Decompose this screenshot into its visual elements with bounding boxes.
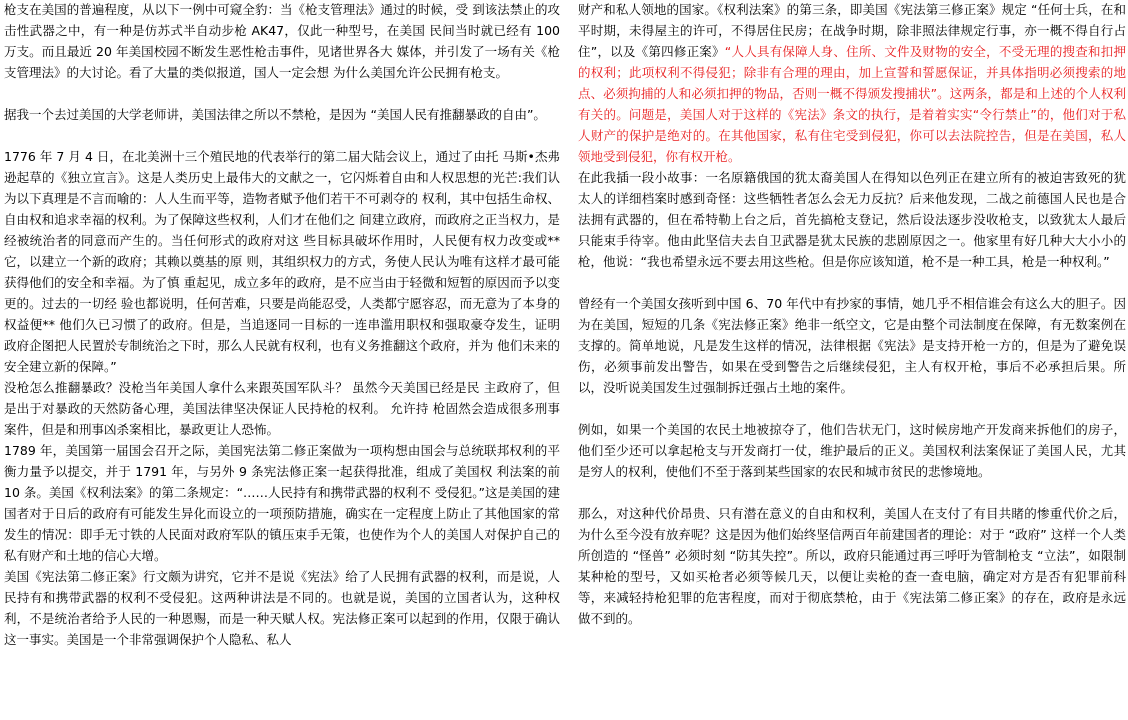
paragraph-declaration-of-independence: 1776 年 7 月 4 日，在北美洲十三个殖民地的代表举行的第二届大陆会议上，通过了由托 马斯•杰弗逊起草的《独立宣言》。这是人类历史上最伟大的文献之一，它闪烁着自由和人权思想的光芒:我们认为以下真理是不言而喻的：人人生而平等，造物者赋予他们若干不可剥夺的 权利，其中包括生命权、自由权和追求幸福的权利。为了保障这些权利，人们才在他们之 间建立政府，而政府之正当权力，是经被统治者的同意而产生的。当任何形式的政府对这 些目标具破坏作用时，人民便有权力改变或**它，以建立一个新的政府；其赖以奠基的原 则，其组织权力的方式，务使人民认为唯有这样才最可能获得他们的安全和幸福。为了慎 重起见，成立多年的政府，是不应当由于轻微和短暂的原因而予以变更的。过去的一切经 验也都说明，任何苦难，只要是尚能忍受，人类都宁愿容忍，而无意为了本身的权益便** 他们久已习惯了的政府。但是，当追逐同一目标的一连串滥用职权和强取豪夺发生，证明 政府企图把人民置於专制统治之下时，那么人民就有权利，也有义务推翻这个政府，并为 他们未来的安全建立新的保障。” xyxy=(4,149,560,374)
paragraph-jewish-story: 在此我插一段小故事：一名原籍俄国的犹太裔美国人在得知以色列正在建立所有的被迫害致死的犹太人的详细档案时感到奇怪：这些牺牲者怎么会无力反抗？后来他发现，二战之前德国人民也是合法拥有武器的，但在希特勒上台之后，首先搞枪支登记，然后设法逐步没收枪支，以致犹太人最后只能束手待宰。他由此坚信夫去自卫武器是犹太民族的悲剧原因之一。他家里有好几种大大小小的枪，他说：“我也希望永远不要去用这些枪。但是你应该知道，枪不是一种工具，枪是一种权利。” xyxy=(578,170,1126,269)
highlighted-fourth-amendment-text: “人人具有保障人身、住所、文件及财物的安全，不受无理的搜查和扣押的权利；此项权利不得侵犯；除非有合理的理由，加上宣誓和誓愿保证，并具体指明必须搜索的地点、必须拘捕的人和必须扣押的物品，否则一概不得颁发搜捕状”。这两条，都是和上述的个人权利有关的。问题是，美国人对于这样的《宪法》条文的执行，是着着实实“令行禁止”的，他们对于私人财产的保护是绝对的。在其他国家，私有住宅受到侵犯，你可以去法院控告，但是在美国，私人领地受到侵犯，你有权开枪。 xyxy=(578,44,1126,164)
paragraph-second-amendment-wording: 美国《宪法第二修正案》行文颇为讲究，它并不是说《宪法》给了人民拥有武器的权利，而是说，人民持有和携带武器的权利不受侵犯。这两种讲法是不同的。也就是说，美国的立国者认为，这种权利，不是统治者给予人民的一种恩赐，而是一种天赋人权。宪法修正案可以起到的作用，仅限于确认这一事实。美国是一个非常强调保护个人隐私、私人 xyxy=(4,569,560,647)
paragraph-farmer-example: 例如，如果一个美国的农民土地被掠夺了，他们告状无门，这时候房地产开发商来拆他们的房子，他们至少还可以拿起枪支与开发商打一仗，维护最后的正义。美国权利法案保证了美国人民，尤其是穷人的权利，使他们不至于落到某些国家的农民和城市贫民的悲惨境地。 xyxy=(578,422,1126,479)
paragraph-gun-prevalence: 枪支在美国的普遍程度，从以下一例中可窥全豹：当《枪支管理法》通过的时候，受 到该法禁止的攻击性武器之中，有一种是仿苏式半自动步枪 AK47，仅此一种型号，在美国 民间当时就已经有 100 万支。而且最近 20 年美国校园不断发生恶性枪击事件，见诸世界各大 媒体，并引发了一场有关《枪支管理法》的大讨论。看了大量的类似报道，国人一定会想 为什么美国允许公民拥有枪支。 xyxy=(4,2,560,80)
paragraph-conclusion: 那么，对这种代价昂贵、只有潜在意义的自由和权利，美国人在支付了有目共睹的惨重代价之后，为什么至今没有放弃呢？这是因为他们始终坚信两百年前建国者的理论：对于 “政府” 这样一个人类所创造的 “怪兽” 必须时刻 “防其失控”。所以，政府只能通过再三呼吁为管制枪支 “立法”，如限制某种枪的型号，又如买枪者必须等候几天，以便让卖枪的查一查电脑，确定对方是否有犯罪前科等，来减轻持枪犯罪的危害程度，而对于彻底禁枪，由于《宪法第二修正案》的存在，政府是永远做不到的。 xyxy=(578,506,1126,626)
paragraph-second-amendment-history: 1789 年，美国第一届国会召开之际，美国宪法第二修正案做为一项构想由国会与总统联邦权利的平衡力量予以提交，并于 1791 年，与另外 9 条宪法修正案一起获得批准，组成了美国权 利法案的前 10 条。美国《权利法案》的第二条规定：“……人民持有和携带武器的权利不 受侵犯。”这是美国的建国者对于日后的政府有可能发生异化而设立的一项预防措施，确实在一定程度上防止了其他国家的常发生的情况：即手无寸铁的人民面对政府军队的镇压束手无策，也使作为个人的美国人对保护自己的私有财产和土地的信心大增。 xyxy=(4,443,560,563)
right-column xyxy=(578,0,1126,720)
paragraph-american-girl: 曾经有一个美国女孩听到中国 6、70 年代中有抄家的事情，她几乎不相信谁会有这么大的胆子。因为在美国，短短的几条《宪法修正案》绝非一纸空文，它是由整个司法制度在保障，有无数案例在支撑的。简单地说，凡是发生这样的情况，法律根据《宪法》是支持开枪一方的，但是为了避免误伤，必须事前发出警告，如果在受到警告之后继续侵犯，主人有权开枪，事后不必承担后果。所以，没听说美国发生过强制拆迁强占土地的案件。 xyxy=(578,296,1126,395)
paragraph-overthrow-tyranny: 没枪怎么推翻暴政？没枪当年美国人拿什么来跟英国军队斗？ 虽然今天美国已经是民 主政府了，但是出于对暴政的天然防备心理，美国法律坚决保证人民持枪的权利。 允许持 枪固然会造成很多刑事案件，但是和刑事凶杀案相比，暴政更让人恐怖。 xyxy=(4,380,560,437)
paragraph-third-fourth-amendment xyxy=(578,0,1126,167)
paragraph-third-amendment-text: 财产和私人领地的国家。《权利法案》的第三条，即美国《宪法第三修正案》规定 “任何士兵，在和平时期，未得屋主的许可，不得居住民房；在战争时期，除非照法律规定行事，亦一概不得自行占住”，以及《第四修正案》 xyxy=(578,2,1126,59)
paragraph-teacher-quote: 据我一个去过美国的大学老师讲，美国法律之所以不禁枪，是因为 “美国人民有推翻暴政的自由”。 xyxy=(4,107,546,122)
left-column xyxy=(4,0,560,720)
